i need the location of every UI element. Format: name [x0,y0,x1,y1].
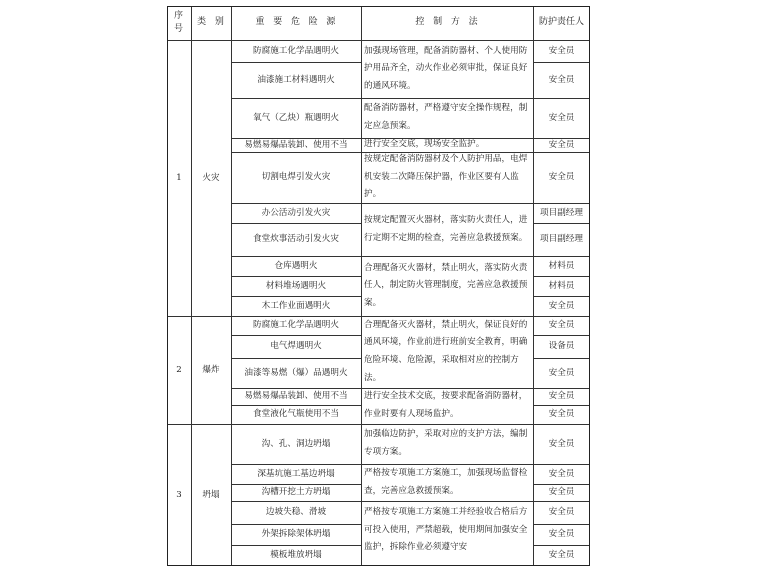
control-cell: 加强现场管理，配备消防器材、个人使用防护用品齐全，动火作业必须审批，保证良好的通风环境。 [364,45,528,91]
person-cell: 安全员 [548,468,575,479]
hazard-cell: 防腐施工化学品遇明火 [253,320,339,331]
person-cell: 设备员 [548,341,575,352]
person-cell: 安全员 [548,507,575,518]
hazard-cell: 沟、孔、洞边坍塌 [261,438,331,449]
person-cell: 安全员 [548,172,575,183]
control-cell: 进行安全交底，现场安全监护。 [364,139,485,150]
control-cell: 进行安全技术交底，按要求配备消防器材，作业时要有人现场监护。 [364,391,528,419]
control-cell: 合理配备灭火器材，禁止明火，落实防火责任人，制定防火管理制度，完善应急救援预案。 [364,262,528,308]
group-category: 爆炸 [202,364,220,375]
person-cell: 安全员 [548,438,575,449]
group-seq: 3 [176,489,182,500]
hazard-cell: 木工作业面遇明火 [261,300,331,311]
hazard-cell: 电气焊遇明火 [270,341,322,352]
person-cell: 安全员 [548,320,575,331]
group-category: 坍塌 [202,489,220,500]
person-cell: 安全员 [548,112,575,123]
person-cell: 安全员 [548,391,575,402]
hazard-cell: 易燃易爆品装卸、使用不当 [244,139,348,150]
person-cell: 项目副经理 [540,207,583,218]
hazard-cell: 食堂炊事活动引发火灾 [253,234,339,245]
header-hazard: 重 要 危 险 源 [255,17,337,28]
person-cell: 安全员 [548,74,575,85]
hazard-cell: 切割电焊引发火灾 [261,172,331,183]
control-cell: 按规定配置灭火器材，落实防火责任人，进行定期不定期的检查，完善应急救援预案。 [364,214,528,243]
hazard-cell: 材料堆场遇明火 [265,280,327,291]
hazard-cell: 氧气（乙炔）瓶遇明火 [253,112,339,123]
hazard-cell: 食堂液化气瓶使用不当 [253,409,339,420]
control-cell: 严格按专项施工方案施工，加强现场监督检查，完善应急救援预案。 [364,467,528,496]
hazard-cell: 仓库遇明火 [274,260,318,271]
person-cell: 项目副经理 [540,234,583,245]
person-cell: 安全员 [548,409,575,420]
hazard-cell: 边坡失稳、滑坡 [265,507,327,518]
person-cell: 安全员 [548,139,575,150]
header-person: 防护责任人 [538,17,584,28]
group-seq: 1 [176,172,182,183]
person-cell: 安全员 [548,550,575,561]
group-category: 火灾 [202,172,220,183]
person-cell: 材料员 [548,260,575,271]
hazard-cell: 模板堆放坍塌 [270,550,322,561]
control-cell: 配备消防器材，严格遵守安全操作规程，制定应急预案。 [364,103,528,131]
group-seq: 2 [176,364,182,375]
person-cell: 安全员 [548,487,575,498]
hazard-cell: 办公活动引发火灾 [261,207,331,218]
hazard-cell: 防腐施工化学品遇明火 [253,45,339,56]
hazard-cell: 油漆施工材料遇明火 [257,74,335,85]
person-cell: 安全员 [548,300,575,311]
control-cell: 严格按专项施工方案施工并经验收合格后方可投入使用，严禁超载，使用期间加强安全监护，拆除作业必须遵守安 [364,507,528,553]
person-cell: 安全员 [548,45,575,56]
hazard-cell: 易燃易爆品装卸、使用不当 [244,391,348,402]
header-control: 控 制 方 法 [415,17,479,28]
control-cell: 按规定配备消防器材及个人防护用品，电焊机安装二次降压保护器，作业区要有人监护。 [364,154,528,200]
control-cell: 加强临边防护，采取对应的支护方法，编制专项方案。 [364,429,528,457]
control-cell: 合理配备灭火器材，禁止明火，保证良好的通风环境，作业前进行班前安全教育，明确危险环境、危险源，采取相对应的控制方法。 [364,319,528,383]
header-category: 类 别 [197,17,225,28]
hazard-cell: 深基坑施工基边坍塌 [257,468,335,479]
hazard-cell: 外架拆除架体坍塌 [261,529,331,540]
hazard-table [167,6,590,566]
person-cell: 材料员 [548,280,575,291]
person-cell: 安全员 [548,367,575,378]
header-seq: 序 号 [173,10,184,34]
person-cell: 安全员 [548,529,575,540]
table-border [167,6,590,566]
hazard-cell: 油漆等易燃（爆）品遇明火 [244,367,348,378]
hazard-cell: 沟槽开挖土方坍塌 [261,487,331,498]
